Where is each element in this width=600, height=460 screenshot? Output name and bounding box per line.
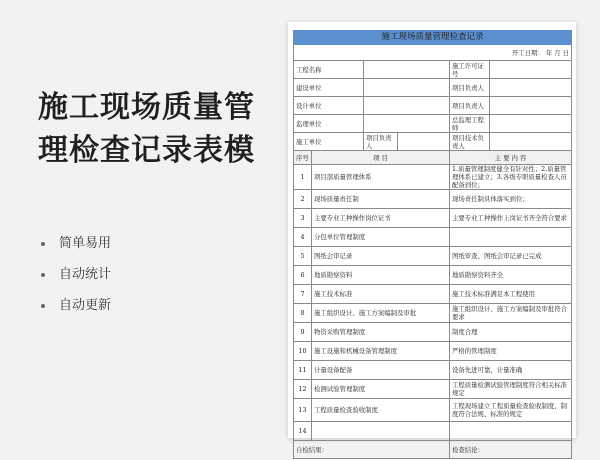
row-number: 10	[294, 342, 312, 361]
row-content: 工程现场建立工程质量检查验收制度，制度符合法规、标准的规定	[450, 399, 572, 422]
value-supervision-unit	[364, 115, 450, 133]
row-item: 施工组织设计、施工方案编制及审批	[312, 304, 450, 323]
row-content: 主要专业工种操作上岗证书齐全符合要求	[450, 209, 572, 228]
table-row	[294, 266, 572, 285]
label-construction-pm: 项目负责人	[450, 79, 490, 97]
label-design-pm: 项目负责人	[450, 97, 490, 115]
row-number: 9	[294, 323, 312, 342]
row-content	[450, 422, 572, 441]
row-item	[312, 422, 450, 441]
row-content: 图纸审查、图纸会审记录已完成	[450, 247, 572, 266]
feature-item	[38, 265, 111, 296]
row-content: 严格的管理制度	[450, 342, 572, 361]
page-title: 施工现场质量管理检查记录表模	[38, 90, 255, 168]
table-row	[294, 209, 572, 228]
value-construction-unit	[364, 79, 450, 97]
bullet-dot-icon	[41, 273, 45, 277]
row-content: 现场责任制具体落实到位；	[450, 190, 572, 209]
row-number: 7	[294, 285, 312, 304]
label-design-unit: 设计单位	[294, 97, 364, 115]
value-design-unit	[364, 97, 450, 115]
row-number: 3	[294, 209, 312, 228]
feature-label: 简单易用	[59, 236, 112, 251]
row-item: 施工技术标准	[312, 285, 450, 304]
row-content: 施工组织设计、施工方案编制及审批符合要求	[450, 304, 572, 323]
table-row	[294, 228, 572, 247]
table-row	[294, 380, 572, 399]
row-content: 地质勘察资料齐全	[450, 266, 572, 285]
row-item: 图纸会审记录	[312, 247, 450, 266]
header-seq: 序号	[294, 151, 312, 165]
row-number: 4	[294, 228, 312, 247]
value-tech-lead	[490, 133, 572, 151]
row-number: 14	[294, 422, 312, 441]
row-number: 11	[294, 361, 312, 380]
row-item: 工程质量检查验收制度	[312, 399, 450, 422]
form-title: 施工现场质量管理检查记录	[294, 31, 572, 45]
feature-item	[38, 296, 111, 327]
table-row	[294, 165, 572, 190]
table-row	[294, 190, 572, 209]
label-project-name: 工程名称	[294, 61, 364, 79]
table-row	[294, 342, 572, 361]
row-number: 1	[294, 165, 312, 190]
value-construction-pm	[490, 79, 572, 97]
table-row	[294, 304, 572, 323]
label-construction-unit: 建设单位	[294, 79, 364, 97]
row-content: 制度合理	[450, 323, 572, 342]
value-project-name	[364, 61, 450, 79]
value-contractor-pm	[398, 133, 450, 151]
value-chief-engineer	[490, 115, 572, 133]
table-row	[294, 361, 572, 380]
form-preview[interactable]	[288, 22, 576, 454]
row-number: 12	[294, 380, 312, 399]
row-number: 2	[294, 190, 312, 209]
value-design-pm	[490, 97, 572, 115]
row-content: 施工技术标准满足本工程使用	[450, 285, 572, 304]
row-number: 5	[294, 247, 312, 266]
bullet-dot-icon	[41, 242, 45, 246]
header-item: 项 目	[312, 151, 450, 165]
row-number: 13	[294, 399, 312, 422]
row-item: 现场质量责任制	[312, 190, 450, 209]
header-content: 主 要 内 容	[450, 151, 572, 165]
label-chief-engineer: 总监理工程师	[450, 115, 490, 133]
row-item: 检测试验管理制度	[312, 380, 450, 399]
table-row	[294, 422, 572, 441]
row-content: 设备先进可靠，计量准确	[450, 361, 572, 380]
row-item: 计量设备配备	[312, 361, 450, 380]
self-check-result: 自检结果：	[294, 441, 450, 459]
feature-list	[38, 234, 111, 327]
value-permit-no	[490, 61, 572, 79]
row-item: 地质勘察资料	[312, 266, 450, 285]
row-item: 物资采购管理制度	[312, 323, 450, 342]
table-row	[294, 323, 572, 342]
label-contractor-pm: 项目负责人	[364, 133, 398, 151]
start-date-line: 开工日期： 年 月 日	[294, 45, 572, 61]
label-supervision-unit: 监理单位	[294, 115, 364, 133]
label-contractor: 施工单位	[294, 133, 364, 151]
label-tech-lead: 项目技术负责人	[450, 133, 490, 151]
row-item: 施工设施和机械设备管理制度	[312, 342, 450, 361]
row-item: 主要专业工种操作岗位证书	[312, 209, 450, 228]
row-item: 分包单位管理制度	[312, 228, 450, 247]
feature-label: 自动更新	[59, 298, 112, 313]
row-content: 工程质量检测试验管理制度符合相关标准规定	[450, 380, 572, 399]
inspection-conclusion: 检查结论：	[450, 441, 572, 459]
bullet-dot-icon	[41, 304, 45, 308]
row-number: 6	[294, 266, 312, 285]
table-row	[294, 247, 572, 266]
table-row	[294, 285, 572, 304]
table-row	[294, 399, 572, 422]
inspection-table	[293, 30, 572, 459]
feature-item	[38, 234, 111, 265]
row-item: 项目部质量管理体系	[312, 165, 450, 190]
row-content	[450, 228, 572, 247]
row-number: 8	[294, 304, 312, 323]
feature-label: 自动统计	[59, 267, 112, 282]
label-permit-no: 施工许可证号	[450, 61, 490, 79]
row-content: 1.质量管理制度健全有针对性；2.质量管理体系已建立；3.各级专职质量检查人员配备到位；	[450, 165, 572, 190]
